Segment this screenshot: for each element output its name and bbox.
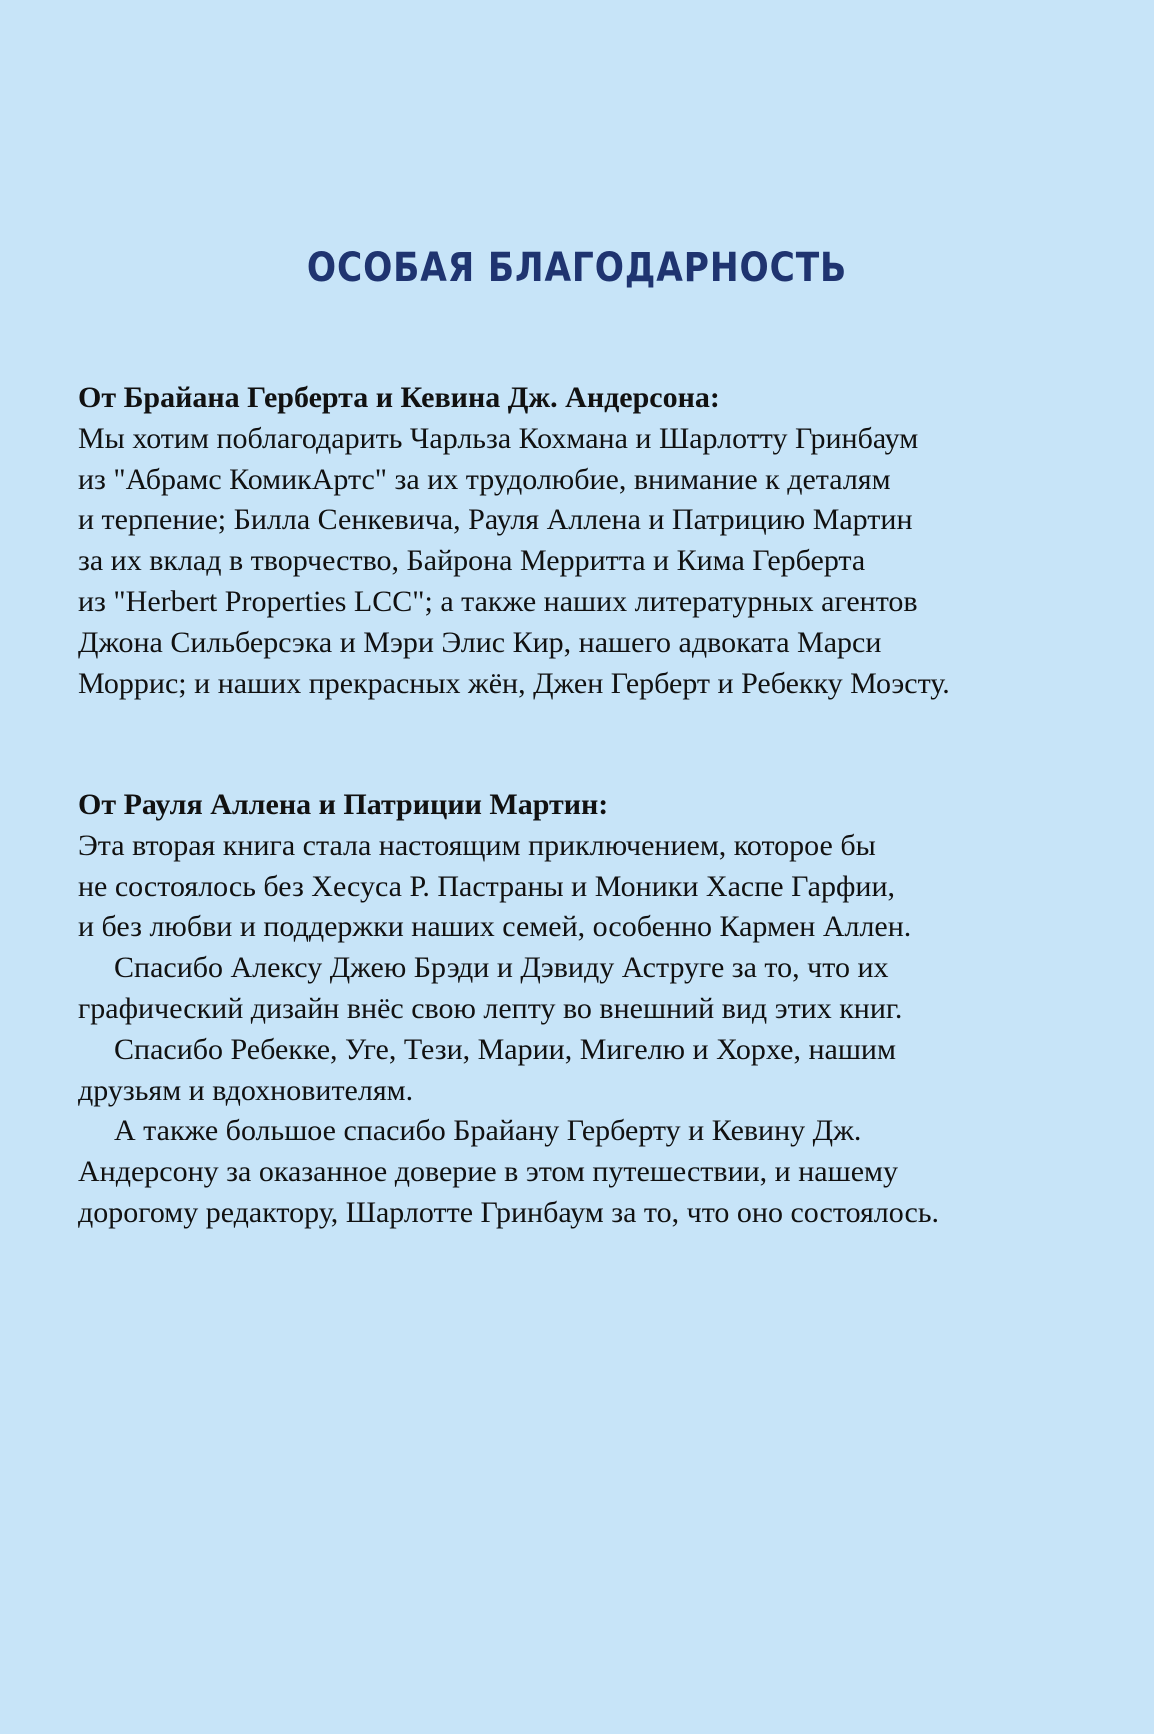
text-line: Моррис; и наших прекрасных жён, Джен Герберт и Ребекку Моэсту. — [78, 666, 950, 700]
text-line: Джона Сильберсэка и Мэри Элис Кир, нашего адвоката Марси — [78, 625, 882, 659]
acknowledgement-section-authors — [78, 378, 1118, 704]
text-line: и терпение; Билла Сенкевича, Рауля Аллена и Патрицию Мартин — [78, 503, 913, 537]
text-line: Эта вторая книга стала настоящим приключением, которое бы — [78, 828, 876, 862]
section-heading: От Брайана Герберта и Кевина Дж. Андерсона: — [78, 381, 720, 414]
acknowledgement-section-artists — [78, 785, 1118, 1234]
text-line: из "Herbert Properties LCC"; а также наших литературных агентов — [78, 584, 918, 618]
section-heading: От Рауля Аллена и Патриции Мартин: — [78, 788, 609, 821]
text-line: Спасибо Алексу Джею Брэди и Дэвиду Аструге за то, что их — [114, 951, 889, 985]
text-line: дорогому редактору, Шарлотте Гринбаум за то, что оно состоялось. — [78, 1195, 940, 1229]
text-line: Мы хотим поблагодарить Чарльза Кохмана и Шарлотту Гринбаум — [78, 421, 919, 455]
text-line: за их вклад в творчество, Байрона Мерритта и Кима Герберта — [78, 544, 866, 578]
text-line: Андерсону за оказанное доверие в этом путешествии, и нашему — [78, 1155, 899, 1189]
text-line: А также большое спасибо Брайану Герберту и Кевину Дж. — [114, 1114, 862, 1148]
text-line: из "Абрамс КомикАртс" за их трудолюбие, внимание к деталям — [78, 462, 891, 496]
page-title: ОСОБАЯ БЛАГОДАРНОСТЬ — [306, 245, 848, 291]
text-line: Спасибо Ребекке, Уге, Тези, Марии, Мигелю и Хорхе, нашим — [114, 1032, 896, 1066]
text-line: графический дизайн внёс свою лепту во внешний вид этих книг. — [78, 991, 903, 1025]
text-line: не состоялось без Хесуса Р. Пастраны и Моники Хаспе Гарфии, — [78, 869, 896, 903]
text-line: и без любви и поддержки наших семей, особенно Кармен Аллен. — [78, 910, 912, 944]
text-line: друзьям и вдохновителям. — [78, 1073, 414, 1107]
